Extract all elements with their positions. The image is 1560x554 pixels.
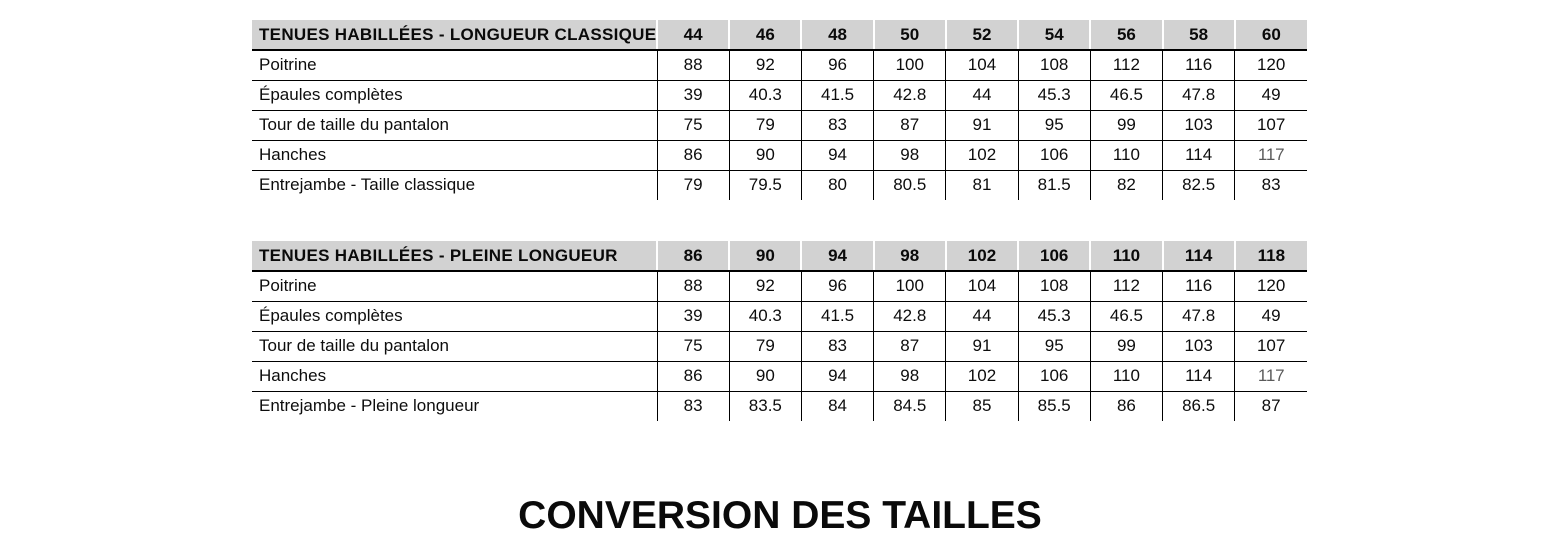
size-value-cell: 94 bbox=[801, 140, 873, 170]
size-column-header: 56 bbox=[1090, 20, 1162, 50]
size-value-cell: 83 bbox=[801, 110, 873, 140]
size-value-cell: 44 bbox=[946, 80, 1018, 110]
size-value-cell: 107 bbox=[1235, 110, 1307, 140]
size-value-cell: 80 bbox=[801, 170, 873, 200]
size-column-header: 102 bbox=[946, 241, 1018, 271]
size-value-cell: 100 bbox=[874, 271, 946, 301]
size-column-header: 50 bbox=[874, 20, 946, 50]
size-value-cell: 87 bbox=[874, 110, 946, 140]
size-value-cell: 41.5 bbox=[801, 301, 873, 331]
size-value-cell: 42.8 bbox=[874, 80, 946, 110]
size-value-cell: 42.8 bbox=[874, 301, 946, 331]
measurement-row bbox=[252, 301, 1307, 331]
size-value-cell: 47.8 bbox=[1163, 301, 1235, 331]
size-value-cell: 104 bbox=[946, 50, 1018, 80]
size-value-cell: 39 bbox=[657, 301, 729, 331]
measurement-row bbox=[252, 271, 1307, 301]
size-column-header: 114 bbox=[1163, 241, 1235, 271]
size-value-cell: 46.5 bbox=[1090, 80, 1162, 110]
size-value-cell: 87 bbox=[1235, 391, 1307, 421]
size-column-header: 58 bbox=[1163, 20, 1235, 50]
table-title: TENUES HABILLÉES - LONGUEUR CLASSIQUE bbox=[252, 20, 657, 50]
size-value-cell: 82.5 bbox=[1163, 170, 1235, 200]
measurement-row bbox=[252, 80, 1307, 110]
size-value-cell: 39 bbox=[657, 80, 729, 110]
size-value-cell: 90 bbox=[729, 361, 801, 391]
size-value-cell: 106 bbox=[1018, 140, 1090, 170]
size-value-cell: 116 bbox=[1163, 50, 1235, 80]
size-value-cell: 41.5 bbox=[801, 80, 873, 110]
size-value-cell: 40.3 bbox=[729, 80, 801, 110]
size-value-cell: 88 bbox=[657, 271, 729, 301]
size-value-cell: 92 bbox=[729, 50, 801, 80]
size-column-header: 106 bbox=[1018, 241, 1090, 271]
size-table-header-row bbox=[252, 241, 1307, 271]
size-value-cell: 95 bbox=[1018, 110, 1090, 140]
size-value-cell: 86.5 bbox=[1163, 391, 1235, 421]
size-value-cell: 83 bbox=[657, 391, 729, 421]
size-value-cell: 75 bbox=[657, 331, 729, 361]
size-value-cell: 108 bbox=[1018, 271, 1090, 301]
size-column-header: 60 bbox=[1235, 20, 1307, 50]
size-value-cell: 49 bbox=[1235, 301, 1307, 331]
size-value-cell: 83 bbox=[801, 331, 873, 361]
size-value-cell: 112 bbox=[1090, 50, 1162, 80]
measurement-row bbox=[252, 361, 1307, 391]
size-value-cell: 85.5 bbox=[1018, 391, 1090, 421]
size-value-cell: 114 bbox=[1163, 140, 1235, 170]
size-value-cell: 102 bbox=[946, 140, 1018, 170]
measurement-row bbox=[252, 50, 1307, 80]
measurement-label: Épaules complètes bbox=[252, 301, 657, 331]
size-column-header: 90 bbox=[729, 241, 801, 271]
size-value-cell: 90 bbox=[729, 140, 801, 170]
size-column-header: 98 bbox=[874, 241, 946, 271]
size-value-cell: 86 bbox=[657, 140, 729, 170]
size-value-cell: 102 bbox=[946, 361, 1018, 391]
page-title: CONVERSION DES TAILLES bbox=[518, 494, 1042, 537]
measurement-label: Hanches bbox=[252, 140, 657, 170]
size-table-header-row bbox=[252, 20, 1307, 50]
size-value-cell: 108 bbox=[1018, 50, 1090, 80]
size-value-cell: 80.5 bbox=[874, 170, 946, 200]
size-value-cell: 84 bbox=[801, 391, 873, 421]
size-value-cell: 81 bbox=[946, 170, 1018, 200]
size-value-cell: 100 bbox=[874, 50, 946, 80]
size-value-cell: 103 bbox=[1163, 331, 1235, 361]
size-value-cell: 110 bbox=[1090, 140, 1162, 170]
measurement-label: Hanches bbox=[252, 361, 657, 391]
measurement-label: Tour de taille du pantalon bbox=[252, 331, 657, 361]
size-value-cell: 47.8 bbox=[1163, 80, 1235, 110]
measurement-row bbox=[252, 391, 1307, 421]
size-column-header: 46 bbox=[729, 20, 801, 50]
size-value-cell: 91 bbox=[946, 110, 1018, 140]
size-value-cell: 46.5 bbox=[1090, 301, 1162, 331]
size-value-cell: 98 bbox=[874, 361, 946, 391]
size-value-cell: 104 bbox=[946, 271, 1018, 301]
size-value-cell: 85 bbox=[946, 391, 1018, 421]
measurement-label: Entrejambe - Pleine longueur bbox=[259, 396, 480, 416]
size-value-cell: 106 bbox=[1018, 361, 1090, 391]
size-value-cell: 91 bbox=[946, 331, 1018, 361]
size-value-cell: 117 bbox=[1235, 361, 1307, 391]
measurement-label: Poitrine bbox=[252, 50, 657, 80]
size-value-cell: 99 bbox=[1090, 331, 1162, 361]
size-column-header: 94 bbox=[801, 241, 873, 271]
size-value-cell: 40.3 bbox=[729, 301, 801, 331]
size-value-cell: 75 bbox=[657, 110, 729, 140]
measurement-row bbox=[252, 170, 1307, 200]
size-table-dress-classic-length bbox=[252, 20, 1307, 200]
size-value-cell: 83 bbox=[1235, 170, 1307, 200]
size-value-cell: 86 bbox=[657, 361, 729, 391]
size-column-header: 110 bbox=[1090, 241, 1162, 271]
size-value-cell: 49 bbox=[1235, 80, 1307, 110]
size-value-cell: 120 bbox=[1235, 271, 1307, 301]
size-value-cell: 79 bbox=[729, 110, 801, 140]
size-value-cell: 87 bbox=[874, 331, 946, 361]
size-column-header: 54 bbox=[1018, 20, 1090, 50]
size-value-cell: 79 bbox=[729, 331, 801, 361]
measurement-row bbox=[252, 140, 1307, 170]
size-column-header: 52 bbox=[946, 20, 1018, 50]
size-value-cell: 44 bbox=[946, 301, 1018, 331]
measurement-row bbox=[252, 331, 1307, 361]
size-value-cell: 79 bbox=[657, 170, 729, 200]
size-value-cell: 81.5 bbox=[1018, 170, 1090, 200]
size-value-cell: 45.3 bbox=[1018, 80, 1090, 110]
size-value-cell: 112 bbox=[1090, 271, 1162, 301]
size-table-dress-full-length bbox=[252, 241, 1307, 421]
measurement-label: Épaules complètes bbox=[252, 80, 657, 110]
size-value-cell: 120 bbox=[1235, 50, 1307, 80]
measurement-label: Tour de taille du pantalon bbox=[252, 110, 657, 140]
size-value-cell: 114 bbox=[1163, 361, 1235, 391]
size-value-cell: 86 bbox=[1090, 391, 1162, 421]
size-value-cell: 98 bbox=[874, 140, 946, 170]
size-value-cell: 94 bbox=[801, 361, 873, 391]
size-value-cell: 45.3 bbox=[1018, 301, 1090, 331]
size-value-cell: 117 bbox=[1235, 140, 1307, 170]
measurement-label: Entrejambe - Taille classique bbox=[259, 175, 476, 195]
size-value-cell: 96 bbox=[801, 271, 873, 301]
size-value-cell: 103 bbox=[1163, 110, 1235, 140]
size-value-cell: 95 bbox=[1018, 331, 1090, 361]
size-value-cell: 83.5 bbox=[729, 391, 801, 421]
size-column-header: 86 bbox=[657, 241, 729, 271]
size-value-cell: 88 bbox=[657, 50, 729, 80]
table-title: TENUES HABILLÉES - PLEINE LONGUEUR bbox=[252, 241, 657, 271]
size-column-header: 48 bbox=[801, 20, 873, 50]
size-value-cell: 99 bbox=[1090, 110, 1162, 140]
measurement-row bbox=[252, 110, 1307, 140]
size-value-cell: 107 bbox=[1235, 331, 1307, 361]
size-value-cell: 84.5 bbox=[874, 391, 946, 421]
size-column-header: 118 bbox=[1235, 241, 1307, 271]
size-value-cell: 110 bbox=[1090, 361, 1162, 391]
size-value-cell: 82 bbox=[1090, 170, 1162, 200]
measurement-label: Poitrine bbox=[252, 271, 657, 301]
size-value-cell: 79.5 bbox=[729, 170, 801, 200]
size-value-cell: 116 bbox=[1163, 271, 1235, 301]
size-value-cell: 92 bbox=[729, 271, 801, 301]
size-value-cell: 96 bbox=[801, 50, 873, 80]
size-column-header: 44 bbox=[657, 20, 729, 50]
